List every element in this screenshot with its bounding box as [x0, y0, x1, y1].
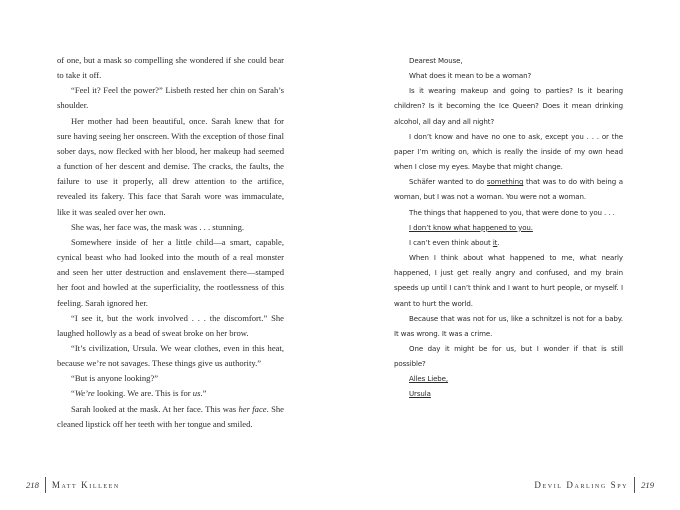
text-run: .”	[200, 388, 207, 399]
letter-paragraph: When I think about what happened to me, what nearly happened, I just get really angry and confused, and my brain speeds up until I can’t think and I want to hurt people, or myself. I want to hurt the world.	[394, 253, 623, 308]
letter-paragraph	[394, 235, 623, 250]
emphasis: her face	[238, 403, 267, 414]
paragraph: Somewhere inside of her a little child—a smart, capable, cynical beast who had looked into the mouth of a real monster and seen her utter destruction and enslavement there—stamped her foot and howled at the superficiality, the rootlessness of this feeling. Sarah ignored her.	[57, 236, 284, 308]
underlined-sentence: I don’t know what happened to you.	[409, 222, 533, 232]
paragraph: “But is anyone looking?”	[71, 373, 159, 384]
letter-paragraph: I don’t know and have no one to ask, except you . . . or the paper I’m writing on, which is really the inside of my own head when I close my eyes. Maybe that might change.	[394, 131, 623, 172]
emphasis: We’re	[74, 388, 95, 399]
underlined-word: something	[486, 177, 524, 187]
letter-paragraph	[394, 220, 623, 235]
letter-closing	[394, 371, 623, 386]
text-run: Sarah looked at the mask. At her face. This was	[71, 403, 239, 414]
footer-divider	[45, 477, 46, 493]
paragraph: of one, but a mask so compelling she wondered if she could bear to take it off.	[57, 55, 284, 81]
paragraph: Her mother had been beautiful, once. Sarah knew that for sure having seeing her onscreen. With the exception of those final sober days, now flecked with her blood, her makeup had seemed a function of her descent and demise. The cracks, the faults, the failure to use it properly, all drew attention to the artifice, revealed its fakery. This face that Sarah wore was immaculate, like it was sealed over her own.	[57, 115, 284, 217]
right-page	[340, 0, 680, 510]
paragraph: “It’s civilization, Ursula. We wear clothes, even in this heat, because we’re not savages. These things give us authority.”	[57, 342, 284, 369]
footer-divider	[634, 477, 635, 493]
paragraph	[57, 402, 284, 432]
letter-paragraph: The things that happened to you, that were done to you . . .	[409, 207, 615, 217]
left-page-body	[57, 53, 284, 432]
letter-paragraph: One day it might be for us, but I wonder if that is still possible?	[394, 343, 623, 369]
text-run: Schäfer wanted to do	[409, 177, 487, 187]
letter-paragraph: What does it mean to be a woman?	[409, 71, 532, 81]
emphasis: us	[192, 388, 201, 399]
signature-text: Ursula	[409, 389, 431, 399]
paragraph: “Feel it? Feel the power?” Lisbeth rested her chin on Sarah’s shoulder.	[57, 85, 284, 111]
paragraph: She was, her face was, the mask was . . . stunning.	[71, 221, 245, 232]
underlined-word: it	[492, 237, 498, 247]
page-number: 218	[26, 480, 39, 490]
letter-body	[394, 53, 623, 402]
running-head-title: Devil Darling Spy	[534, 480, 629, 490]
paragraph: “I see it, but the work involved . . . the discomfort.” She laughed hollowly as a bead of sweat broke on her brow.	[57, 312, 284, 338]
text-run: . She cleaned lipstick off her teeth with her tongue and smiled.	[57, 403, 284, 429]
text-run: that was to do with being a woman, but I was not a woman. You were not a woman.	[394, 177, 623, 202]
right-footer	[534, 477, 654, 493]
running-head-author: Matt Killeen	[51, 480, 120, 490]
text-run: .	[497, 237, 500, 247]
letter-paragraph: Is it wearing makeup and going to parties? Is it bearing children? Is it becoming the Ice Queen? Does it mean drinking alcohol, all day and all night?	[394, 86, 623, 126]
text-run: I can’t even think about	[409, 237, 493, 247]
closing-text: Alles Liebe,	[409, 374, 449, 384]
paragraph	[57, 386, 284, 401]
left-footer	[26, 477, 120, 493]
letter-paragraph	[394, 174, 623, 204]
text-run: looking. We are. This is for	[94, 388, 193, 399]
text-run: “	[71, 388, 75, 399]
letter-signature	[394, 386, 623, 401]
page-number: 219	[641, 480, 654, 490]
letter-paragraph: Because that was not for us, like a schnitzel is not for a baby. It was wrong. It was a crime.	[394, 313, 623, 338]
letter-salutation: Dearest Mouse,	[409, 56, 463, 65]
